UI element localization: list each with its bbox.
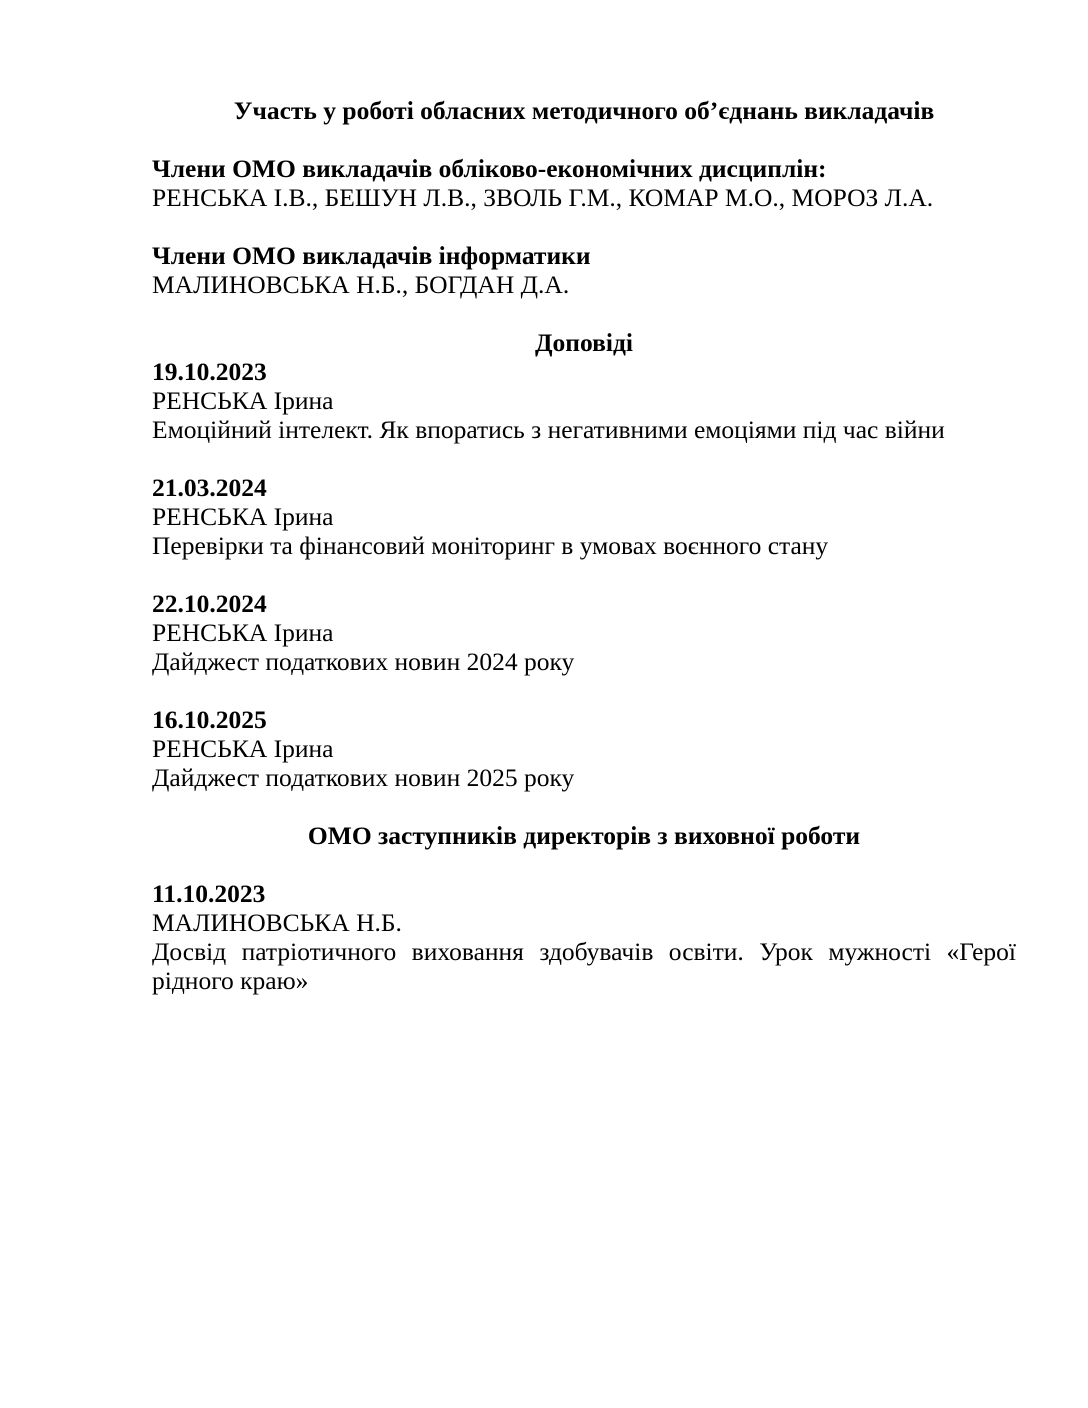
report-date: 21.03.2024	[152, 473, 267, 502]
report-speaker: РЕНСЬКА Ірина	[152, 386, 334, 415]
report-topic: Досвід патріотичного виховання здобувачів освіти. Урок мужності «Герої рідного краю»	[152, 937, 1016, 995]
blank-line	[152, 299, 1016, 328]
report-topic: Дайджест податкових новин 2025 року	[152, 763, 575, 792]
report-topic: Емоційний інтелект. Як впоратись з негативними емоціями під час війни	[152, 415, 945, 444]
members-group-1-heading: Члени ОМО викладачів обліково-економічних дисциплін:	[152, 154, 827, 183]
blank-line	[152, 792, 1016, 821]
members-group-1-list: РЕНСЬКА І.В., БЕШУН Л.В., ЗВОЛЬ Г.М., КОМАР М.О., МОРОЗ Л.А.	[152, 183, 934, 212]
members-group-2-heading: Члени ОМО викладачів інформатики	[152, 241, 591, 270]
report-date: 11.10.2023	[152, 879, 266, 908]
report-speaker: РЕНСЬКА Ірина	[152, 618, 334, 647]
report-entry	[152, 705, 1016, 792]
report-date: 22.10.2024	[152, 589, 267, 618]
vyhovna-section-heading: ОМО заступників директорів з виховної роботи	[307, 821, 861, 850]
report-speaker: РЕНСЬКА Ірина	[152, 734, 334, 763]
document-title: Участь у роботі обласних методичного об’єднань викладачів	[233, 96, 935, 125]
report-date: 19.10.2023	[152, 357, 267, 386]
blank-line	[152, 212, 1016, 241]
blank-line	[152, 850, 1016, 879]
blank-line	[152, 560, 1016, 589]
report-topic: Перевірки та фінансовий моніторинг в умовах воєнного стану	[152, 531, 829, 560]
report-topic: Дайджест податкових новин 2024 року	[152, 647, 575, 676]
report-speaker: МАЛИНОВСЬКА Н.Б.	[152, 908, 402, 937]
blank-line	[152, 125, 1016, 154]
blank-line	[152, 444, 1016, 473]
report-date: 16.10.2025	[152, 705, 267, 734]
report-entry	[152, 879, 1016, 995]
blank-line	[152, 676, 1016, 705]
report-entry	[152, 473, 1016, 560]
members-group-2-list: МАЛИНОВСЬКА Н.Б., БОГДАН Д.А.	[152, 270, 570, 299]
report-speaker: РЕНСЬКА Ірина	[152, 502, 334, 531]
reports-section-heading: Доповіді	[535, 328, 633, 357]
report-entry	[152, 589, 1016, 676]
report-entry	[152, 357, 1016, 444]
